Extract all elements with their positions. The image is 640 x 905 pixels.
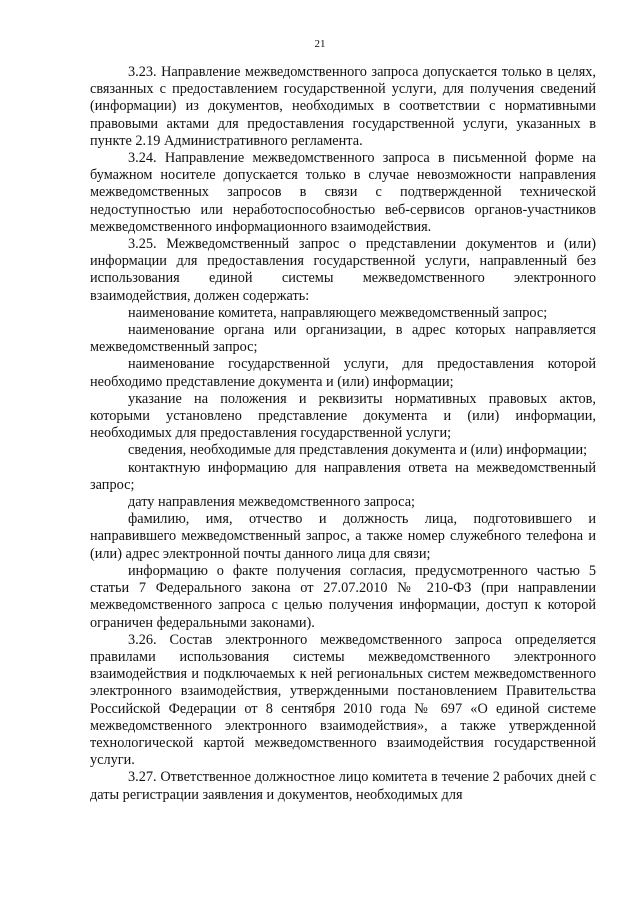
list-item-required-info: сведения, необходимые для представления документа и (или) информации;: [128, 442, 588, 459]
list-item-legal-acts: указание на положения и реквизиты нормативных правовых актов, которыми установлено представление документа и (или) информации, необходимых для предоставления государственной услуги;: [90, 390, 596, 442]
paragraph-3-26: 3.26. Состав электронного межведомственного запроса определяется правилами использования системы межведомственного электронного взаимодействия и подключаемых к ней региональных систем межведомственного электронного взаимодействия, утвержденными постановлением Правительства Российской Федерации от 8 сентября 2010 года № 697 «О единой системе межведомственного электронного взаимодействия», а также утвержденной технологической картой межведомственного взаимодействия государственной услуги.: [90, 631, 596, 769]
list-item-service-name: наименование государственной услуги, для предоставления которой необходимо представление документа и (или) информации;: [90, 356, 596, 390]
list-item-organ-name: наименование органа или организации, в адрес которых направляется межведомственный запрос;: [90, 322, 596, 356]
page-number: 21: [314, 38, 326, 50]
list-item-contact-info: контактную информацию для направления ответа на межведомственный запрос;: [90, 459, 596, 493]
paragraph-3-25: 3.25. Межведомственный запрос о представлении документов и (или) информации для предоставления государственной услуги, направленный без использования единой системы межведомственного электронного взаимодействия, должен содержать:: [90, 236, 596, 304]
list-item-request-date: дату направления межведомственного запроса;: [128, 494, 416, 511]
document-body: [90, 64, 596, 804]
paragraph-3-23: 3.23. Направление межведомственного запроса допускается только в целях, связанных с предоставлением государственной услуги, для получения сведений (информации) из документов, необходимых в соответствии с нормативными правовыми актами для предоставления государственной услуги, указанных в пункте 2.19 Административного регламента.: [90, 64, 596, 149]
paragraph-3-24: 3.24. Направление межведомственного запроса в письменной форме на бумажном носителе допускается только в случае невозможности направления межведомственных запросов в связи с подтвержденной технической недоступностью или неработоспособностью веб-сервисов органов-участников межведомственного информационного взаимодействия.: [90, 150, 596, 235]
paragraph-3-27: 3.27. Ответственное должностное лицо комитета в течение 2 рабочих дней с даты регистрации заявления и документов, необходимых для: [90, 769, 596, 803]
list-item-responsible-person: фамилию, имя, отчество и должность лица, подготовившего и направившего межведомственный запрос, а также номер служебного телефона и (или) адрес электронной почты данного лица для связи;: [90, 511, 596, 562]
list-item-committee-name: наименование комитета, направляющего межведомственный запрос;: [128, 304, 548, 321]
list-item-consent-info: информацию о факте получения согласия, предусмотренного частью 5 статьи 7 Федерального закона от 27.07.2010 № 210-ФЗ (при направлении межведомственного запроса с целью получения информации, доступ к которой ограничен федеральными законами).: [90, 562, 596, 631]
